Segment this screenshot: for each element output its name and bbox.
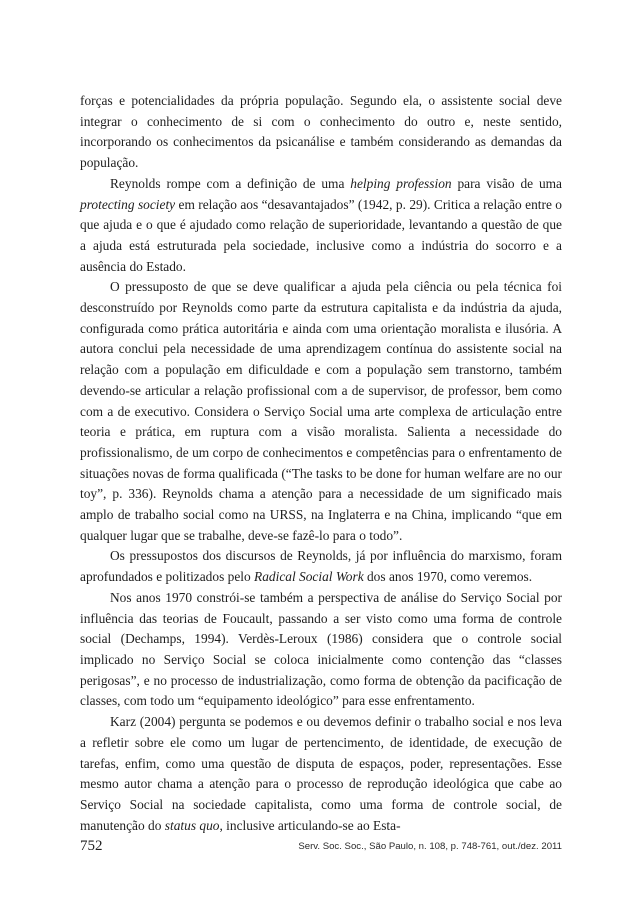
- paragraph-3: O pressuposto de que se deve qualificar a ajuda pela ciência ou pela técnica foi desconstruído por Reynolds como parte da estrutura capitalista e da indústria da ajuda, configurada como prática autoritária e ainda com uma orientação moralista e ilusória. A autora conclui pela necessidade de uma aprendizagem contínua do assistente social na relação com a população em dificuldade e com a população sem transtorno, também devendo-se articular a relação profissional com a de supervisor, de professor, bem como com a de executivo. Considera o Serviço Social uma arte complexa de articulação entre teoria e prática, em ruptura com a visão moralista. Salienta a necessidade do profissionalismo, de um corpo de conhecimentos e competências para o enfrentamento de situações novas de forma qualificada (“The tasks to be done for human welfare are no our toy”, p. 336). Reynolds chama a atenção para a necessidade de um significado mais amplo de trabalho social como na URSS, na Inglaterra e na China, implicando “que em qualquer lugar que se trabalhe, deve-se fazê-lo para o todo”.: [80, 279, 562, 543]
- paragraph-4-italic-radical-social-work: Radical Social Work: [254, 569, 364, 585]
- paragraph-2: [80, 174, 562, 278]
- journal-reference: Serv. Soc. Soc., São Paulo, n. 108, p. 748-761, out./dez. 2011: [298, 841, 562, 852]
- page-number: 752: [80, 838, 103, 854]
- page-footer: [80, 838, 562, 858]
- paragraph-2-italic-helping-profession: helping profession: [350, 175, 452, 191]
- document-body: [80, 91, 562, 836]
- paragraph-2-text-a: Reynolds rompe com a definição de uma: [110, 175, 351, 191]
- paragraph-2-text-e: em relação aos “desavantajados” (1942, p. 29). Critica a relação entre o que ajuda e o que é ajudado como relação de superioridade, levantando a questão de que a ajuda está estruturada pela sociedade, inclusive como a indústria do socorro e a ausência do Estado.: [80, 196, 562, 274]
- paragraph-2-italic-protecting-society: protecting society: [80, 196, 176, 212]
- paragraph-4: [80, 546, 562, 587]
- paragraph-5: Nos anos 1970 constrói-se também a perspectiva de análise do Serviço Social por influência das teorias de Foucault, passando a ser visto como uma forma de controle social (Dechamps, 1994). Verdès-Leroux (1986) considera que o controle social implicado no Serviço Social se coloca inicialmente como contenção das “classes perigosas”, e no processo de industrialização, como forma de obtenção da pacificação de classes, com todo um “equipamento ideológico” para esse enfrentamento.: [80, 589, 562, 709]
- paragraph-6-italic-status-quo: status quo: [164, 817, 220, 833]
- paragraph-2-text-c: para visão de uma: [451, 175, 562, 191]
- paragraph-1: forças e potencialidades da própria população. Segundo ela, o assistente social deve integrar o conhecimento de si com o conhecimento do outro e, neste sentido, incorporando os conhecimentos da psicanálise e também considerando as demandas da população.: [80, 93, 562, 171]
- paragraph-4-text-c: dos anos 1970, como veremos.: [363, 569, 533, 585]
- paragraph-6-text-a: Karz (2004) pergunta se podemos e ou devemos definir o trabalho social e nos leva a refletir sobre ele como um lugar de pertencimento, de identidade, de execução de tarefas, enfim, como uma questão de disputa de espaços, poder, representações. Esse mesmo autor chama a atenção para o processo de reprodução ideológica que cabe ao Serviço Social na sociedade capitalista, como uma forma de controle social, de manutenção do: [80, 714, 562, 833]
- paragraph-6-text-c: , inclusive articulando-se ao Esta-: [219, 817, 401, 833]
- paragraph-4-text-a: Os pressupostos dos discursos de Reynolds, já por influência do marxismo, foram aprofundados e politizados pelo: [80, 548, 562, 585]
- paragraph-6: [80, 712, 562, 836]
